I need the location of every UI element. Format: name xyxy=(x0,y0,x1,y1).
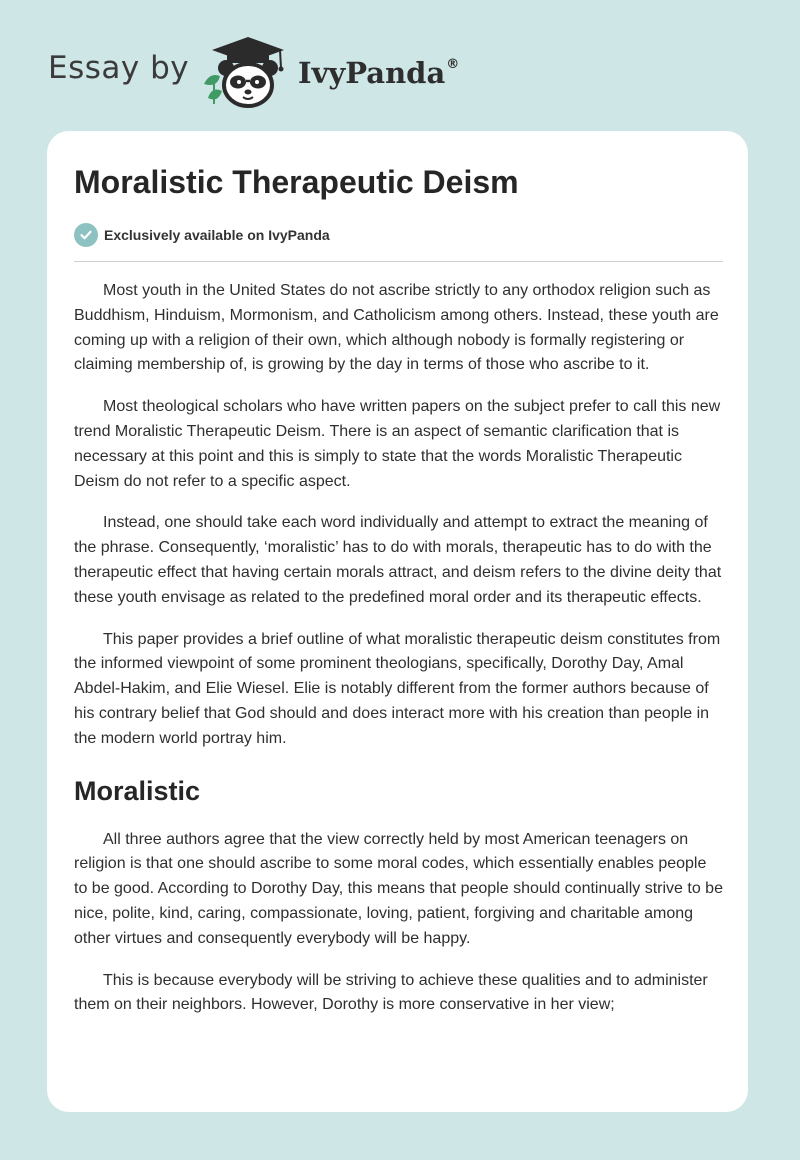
paragraph: This paper provides a brief outline of what moralistic therapeutic deism constitutes from the informed viewpoint of some prominent theologians, specifically, Dorothy Day, Amal Abdel-Hakim, and Elie Wiesel. Elie is notably different from the former authors because of his contrary belief that God should and does interact more with his creation than people in the modern world portray him. xyxy=(74,630,721,747)
registered-mark: ® xyxy=(446,57,460,73)
page-title: Moralistic Therapeutic Deism xyxy=(74,164,519,200)
title-divider xyxy=(74,261,723,262)
exclusive-badge xyxy=(74,222,330,248)
exclusive-badge-text: Exclusively available on IvyPanda xyxy=(104,227,330,243)
section-heading: Moralistic xyxy=(74,775,201,806)
paragraph: All three authors agree that the view correctly held by most American teenagers on religion is that one should ascribe to some moral codes, which essentially enables people to be good. According to Dorothy Day, this means that people should continually strive to be nice, polite, kind, caring, compassionate, loving, patient, forgiving and charitable among other virtues and consequently everybody will be happy. xyxy=(74,830,723,947)
site-header xyxy=(0,0,800,120)
paragraph: Instead, one should take each word individually and attempt to extract the meaning of the phrase. Consequently, ‘moralistic’ has to do with morals, therapeutic has to do with the therapeutic effect that having certain morals attract, and deism refers to the divine deity that these youth envisage as related to the predefined moral order and its therapeutic effects. xyxy=(74,514,722,606)
brand-name[interactable] xyxy=(298,56,459,90)
brand-name-text: IvyPanda xyxy=(298,56,446,90)
panda-graduate-icon[interactable] xyxy=(200,34,296,110)
paragraph: Most theological scholars who have written papers on the subject prefer to call this new trend Moralistic Therapeutic Deism. There is an aspect of semantic clarification that is necessary at this point and this is simply to state that the words Moralistic Therapeutic Deism do not refer to a specific aspect. xyxy=(74,398,721,490)
paragraph: This is because everybody will be striving to achieve these qualities and to administer them on their neighbors. However, Dorothy is more conservative in her view; xyxy=(74,971,708,1014)
check-circle-icon xyxy=(74,223,98,247)
paragraph: Most youth in the United States do not ascribe strictly to any orthodox religion such as Buddhism, Hinduism, Mormonism, and Catholicism among others. Instead, these youth are coming up with a religion of their own, which although nobody is formally registering or claiming membership of, is growing by the day in terms of those who ascribe to it. xyxy=(74,282,719,374)
essay-body xyxy=(74,279,724,1035)
brand-prefix: Essay by xyxy=(48,50,190,86)
essay-card xyxy=(47,131,748,1112)
